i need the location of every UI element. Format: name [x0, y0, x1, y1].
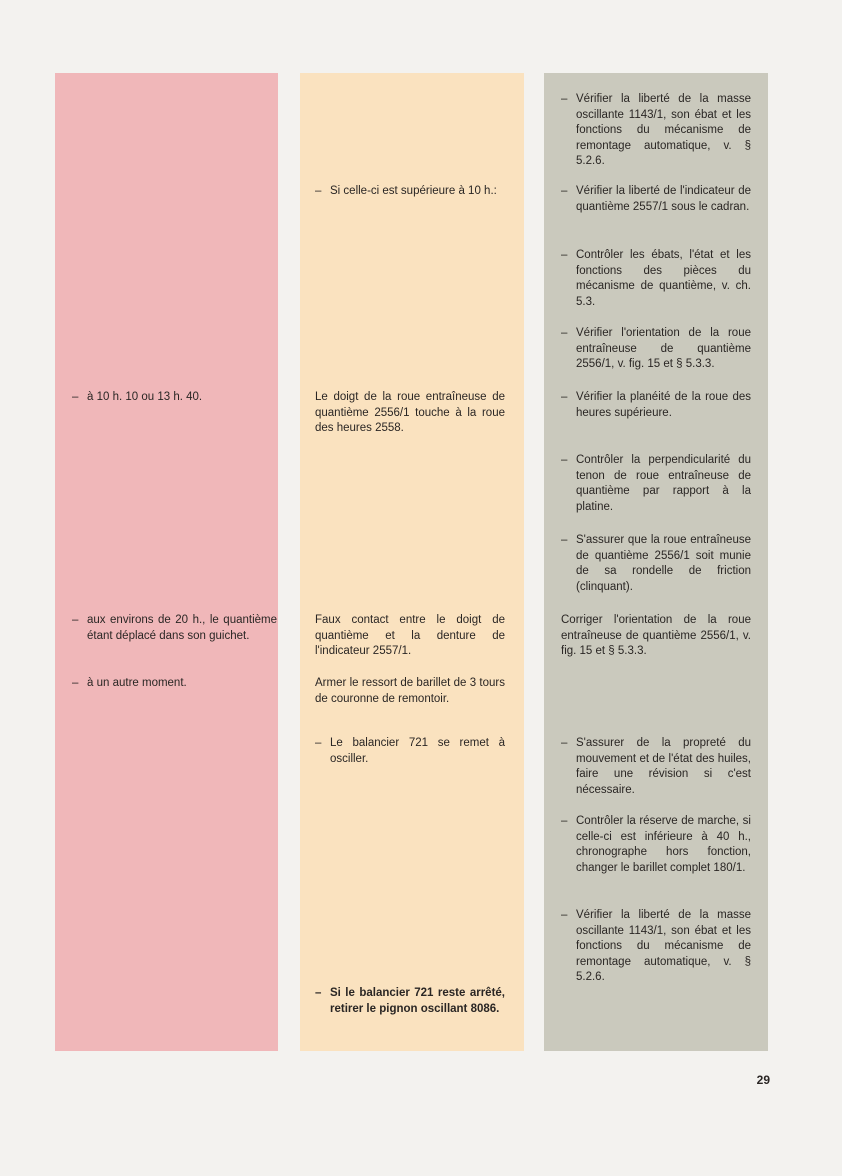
- cause-item: Faux contact entre le doigt de quantième et la denture de l'indicateur 2557/1.: [315, 614, 505, 658]
- remedy-item: – S'assurer de la propreté du mouvement et de l'état des huiles, faire une révision si c'est nécessaire.: [561, 736, 751, 798]
- remedy-item: – Vérifier la liberté de la masse oscillante 1143/1, son ébat et les fonctions du mécanisme de remontage automatique, v. § 5.2.6.: [561, 908, 751, 986]
- cause-item-bold: – Si le balancier 721 reste arrêté, retirer le pignon oscillant 8086.: [315, 986, 505, 1017]
- column-symptom: [55, 73, 278, 1051]
- remedy-item: Corriger l'orientation de la roue entraîneuse de quantième 2556/1, v. fig. 15 et § 5.3.3.: [561, 614, 751, 658]
- cause-item: – Si celle-ci est supérieure à 10 h.:: [315, 184, 505, 200]
- remedy-item: – Contrôler les ébats, l'état et les fonctions des pièces du mécanisme de quantième, v. ch. 5.3.: [561, 248, 751, 310]
- remedy-item: – Vérifier la planéité de la roue des heures supérieure.: [561, 390, 751, 421]
- remedy-item: – Contrôler la perpendicularité du tenon de roue entraîneuse de quantième par rapport à la platine.: [561, 453, 751, 515]
- remedy-item: – Vérifier la liberté de la masse oscillante 1143/1, son ébat et les fonctions du mécanisme de remontage automatique, v. § 5.2.6.: [561, 92, 751, 170]
- remedy-item: – Vérifier la liberté de l'indicateur de quantième 2557/1 sous le cadran.: [561, 184, 751, 215]
- column-remedy: [544, 73, 768, 1051]
- remedy-item: – Contrôler la réserve de marche, si celle-ci est inférieure à 40 h., chronographe hors fonction, changer le barillet complet 180/1.: [561, 814, 751, 876]
- cause-item: Le doigt de la roue entraîneuse de quantième 2556/1 touche à la roue des heures 2558.: [315, 391, 505, 435]
- symptom-item: – à 10 h. 10 ou 13 h. 40.: [72, 390, 277, 406]
- page-number: 29: [756, 1073, 770, 1087]
- symptom-item: – à un autre moment.: [72, 676, 277, 692]
- cause-item: – Le balancier 721 se remet à osciller.: [315, 736, 505, 767]
- symptom-item: – aux environs de 20 h., le quantième étant déplacé dans son guichet.: [72, 613, 277, 644]
- remedy-item: – S'assurer que la roue entraîneuse de quantième 2556/1 soit munie de sa rondelle de friction (clinquant).: [561, 533, 751, 595]
- cause-item: Armer le ressort de barillet de 3 tours de couronne de remontoir.: [315, 677, 505, 705]
- remedy-item: – Vérifier l'orientation de la roue entraîneuse de quantième 2556/1, v. fig. 15 et § 5.3.3.: [561, 326, 751, 373]
- column-cause: [300, 73, 524, 1051]
